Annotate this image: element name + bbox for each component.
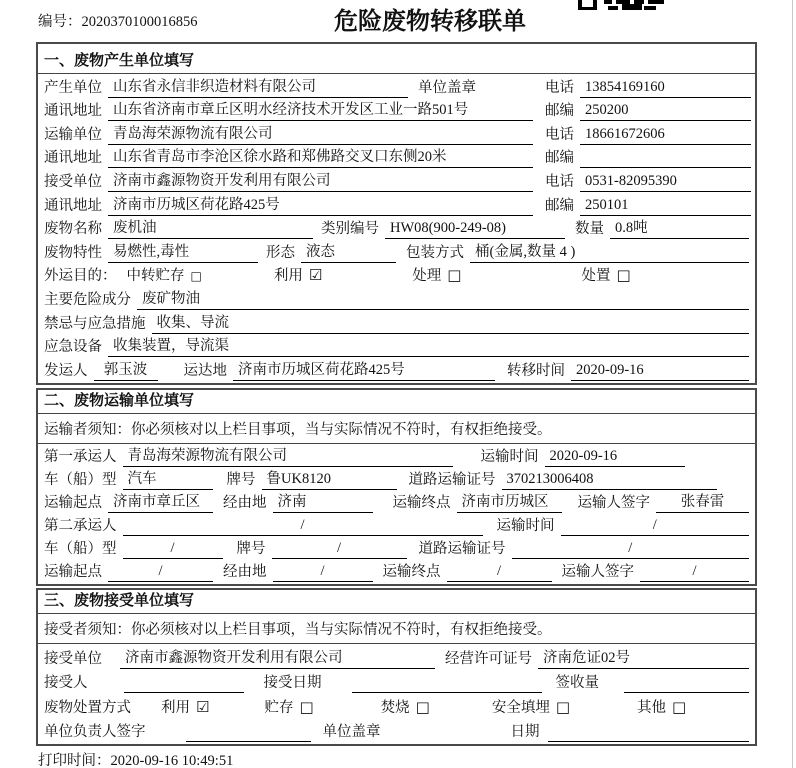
head-signature-field (186, 725, 311, 742)
via2-field: / (273, 563, 373, 582)
section-transport (36, 388, 757, 586)
row-receive-address (38, 192, 755, 216)
sign-quantity-field (624, 676, 749, 693)
accept-unit-field: 济南市鑫源物资开发利用有限公司 (120, 646, 435, 669)
checkbox-unchecked-icon: □ (415, 697, 430, 716)
transport-phone-field: 18661672606 (580, 126, 751, 145)
checkbox-unchecked-icon: □ (299, 697, 314, 716)
vehicle-type2-field: / (123, 540, 223, 559)
section-producer (36, 42, 757, 385)
transport-unit-field: 青岛海荣源物流有限公司 (108, 122, 533, 145)
disposal-method-label: 废物处置方式 (44, 699, 131, 716)
unit-seal-label: 单位盖章 (418, 79, 476, 96)
via1-field: 济南 (273, 490, 373, 513)
quantity-label: 数量 (575, 221, 604, 238)
checkbox-unchecked-icon: □ (616, 266, 631, 285)
waste-name-field: 废机油 (108, 216, 313, 239)
purpose-option-storage (127, 264, 202, 286)
receiver-notice: 接受者须知：你必须核对以上栏目事项，当与实际情况不符时，有权拒绝接受。 (38, 614, 755, 644)
disposal-option-other (637, 696, 686, 718)
quantity-field: 0.8吨 (610, 216, 749, 239)
transport-notice: 运输者须知：你必须核对以上栏目事项，当与实际情况不符时，有权拒绝接受。 (38, 414, 755, 444)
receive-zip-field: 250101 (580, 197, 751, 216)
purpose-option-use (274, 264, 322, 286)
hazard-component-field: 废矿物油 (137, 287, 749, 310)
destination-field: 济南市历城区荷花路425号 (233, 358, 495, 381)
row-vehicle1 (38, 467, 755, 490)
accept-date-label: 接受日期 (263, 675, 322, 691)
waste-trait-field: 易燃性,毒性 (108, 240, 258, 263)
serial-label: 编号： (38, 14, 82, 30)
receive-phone-field: 0531-82095390 (580, 173, 751, 192)
shipper-label: 发运人 (44, 362, 88, 379)
section-receiver (36, 588, 757, 746)
section-receiver-title: 三、废物接受单位填写 (38, 590, 755, 614)
date-label: 日期 (510, 724, 540, 740)
emergency-equipment-label: 应急设备 (44, 339, 102, 356)
waste-trait-label: 废物特性 (44, 244, 102, 261)
serial-value: 2020370100016856 (81, 14, 198, 30)
taboo-measures-field: 收集、导流 (152, 311, 750, 334)
page-title: 危险废物转移联单 (334, 9, 526, 35)
sign1-field: 张春雷 (656, 490, 749, 513)
sign2-label: 运输人签字 (561, 564, 634, 580)
transport-phone-group (545, 123, 751, 145)
shipper-field: 郭玉波 (94, 358, 158, 381)
receive-zip-label: 邮编 (545, 197, 574, 214)
disposal-store-label: 贮存 (264, 699, 294, 716)
section-producer-title: 一、废物产生单位填写 (38, 44, 755, 74)
head-signature-label: 单位负责人签字 (44, 724, 146, 740)
row-waste-name (38, 216, 755, 240)
row-taboo-measures (38, 310, 755, 334)
via2-label: 经由地 (223, 564, 267, 580)
road-permit2-field: / (512, 540, 750, 559)
waste-name-label: 废物名称 (44, 221, 102, 238)
unit-seal-label2: 单位盖章 (322, 724, 381, 740)
form-field: 液态 (301, 240, 396, 263)
disposal-option-use (161, 696, 209, 718)
vehicle-type2-label: 车（船）型 (44, 541, 117, 557)
second-carrier-label: 第二承运人 (44, 518, 117, 534)
row-producer-address (38, 98, 755, 122)
row-disposal-method (38, 693, 755, 718)
transport-address-label: 通讯地址 (44, 150, 102, 167)
category-code-field: HW08(900-249-08) (385, 220, 565, 239)
row-head-signature (38, 718, 755, 743)
receive-unit-field: 济南市鑫源物资开发利用有限公司 (108, 169, 533, 192)
producer-phone-group (545, 76, 751, 98)
disposal-option-store (264, 696, 313, 718)
producer-zip-group (545, 99, 751, 121)
sign1-label: 运输人签字 (577, 495, 650, 511)
receive-phone-group (545, 170, 751, 192)
row-waste-trait (38, 239, 755, 263)
row-transport-address (38, 145, 755, 169)
row-receive-unit (38, 168, 755, 192)
producer-zip-field: 250200 (580, 102, 751, 121)
producer-unit-label: 产生单位 (44, 79, 102, 96)
transport-time2-field: / (561, 517, 750, 536)
row-emergency-equipment (38, 334, 755, 358)
row-transport-unit (38, 121, 755, 145)
hazard-component-label: 主要危险成分 (44, 291, 131, 308)
road-permit1-field: 370213006408 (502, 471, 717, 490)
row-hazard-component (38, 286, 755, 310)
packing-field: 桶(金属,数量 4 ) (470, 240, 749, 263)
disposal-other-label: 其他 (637, 699, 667, 716)
producer-phone-label: 电话 (545, 79, 574, 96)
transport-time2-label: 运输时间 (496, 518, 555, 534)
disposal-option-landfill (492, 696, 570, 718)
plate1-label: 牌号 (226, 472, 256, 488)
producer-zip-label: 邮编 (545, 103, 574, 120)
checkbox-unchecked-icon: □ (555, 697, 571, 716)
transport-address-field: 山东省青岛市李沧区徐水路和郑佛路交叉口东侧20米 (108, 145, 533, 168)
purpose-option-dispose (581, 264, 630, 286)
section-transport-title: 二、废物运输单位填写 (38, 390, 755, 414)
print-time-label: 打印时间： (38, 753, 111, 768)
road-permit2-label: 道路运输证号 (418, 541, 506, 557)
receive-unit-label: 接受单位 (44, 173, 102, 190)
serial-number-line (38, 10, 198, 31)
row-transfer-purpose (38, 263, 755, 287)
disposal-use-label: 利用 (161, 699, 190, 716)
transport-unit-label: 运输单位 (44, 126, 102, 143)
receive-address-label: 通讯地址 (44, 197, 102, 214)
receive-phone-label: 电话 (545, 173, 574, 190)
transfer-purpose-label: 外运目的： (44, 268, 117, 285)
plate1-field: 鲁UK8120 (262, 467, 397, 490)
origin1-field: 济南市章丘区 (108, 490, 213, 513)
via1-label: 经由地 (223, 495, 267, 511)
emergency-equipment-field: 收集装置，导流渠 (108, 334, 749, 357)
accept-date-field (352, 676, 542, 693)
row-second-carrier (38, 513, 755, 536)
receive-address-field: 济南市历城区荷花路425号 (108, 193, 533, 216)
row-acceptor (38, 669, 755, 694)
producer-phone-field: 13854169160 (580, 79, 751, 98)
end1-label: 运输终点 (392, 495, 451, 511)
checkbox-unchecked-icon: □ (190, 269, 202, 284)
transport-time1-field: 2020-09-16 (545, 448, 685, 467)
category-code-label: 类别编号 (321, 221, 379, 238)
destination-label: 运达地 (183, 362, 227, 379)
road-permit1-label: 道路运输证号 (408, 472, 496, 488)
second-carrier-field: / (123, 517, 483, 536)
qr-code-fragment-icon (578, 0, 666, 11)
origin2-field: / (108, 563, 213, 582)
date-field (548, 725, 750, 742)
end1-field: 济南市历城区 (457, 490, 562, 513)
print-time-line (38, 749, 233, 768)
checkbox-checked-icon: ☑ (308, 266, 323, 285)
disposal-landfill-label: 安全填埋 (491, 699, 550, 716)
row-route1 (38, 490, 755, 513)
purpose-treat-label: 处理 (412, 268, 442, 285)
sign2-field: / (640, 563, 749, 582)
transport-phone-label: 电话 (545, 126, 574, 143)
purpose-use-label: 利用 (273, 268, 303, 285)
row-shipper (38, 357, 755, 381)
row-vehicle2 (38, 536, 755, 559)
acceptor-label: 接受人 (44, 675, 88, 691)
row-first-carrier (38, 444, 755, 467)
producer-address-label: 通讯地址 (44, 103, 102, 120)
disposal-burn-label: 焚烧 (380, 699, 410, 716)
transport-time1-label: 运输时间 (480, 449, 539, 465)
first-carrier-label: 第一承运人 (44, 449, 117, 465)
first-carrier-field: 青岛海荣源物流有限公司 (123, 444, 453, 467)
purpose-option-treat (412, 264, 461, 286)
acceptor-field (124, 676, 244, 693)
purpose-storage-label: 中转贮存 (126, 268, 185, 285)
transport-zip-label: 邮编 (545, 150, 574, 167)
end2-field: / (447, 563, 552, 582)
row-route2 (38, 559, 755, 582)
origin1-label: 运输起点 (44, 495, 102, 511)
checkbox-unchecked-icon: □ (447, 266, 462, 285)
form-label: 形态 (266, 244, 295, 261)
plate2-label: 牌号 (236, 541, 266, 557)
taboo-measures-label: 禁忌与应急措施 (44, 315, 146, 332)
packing-label: 包装方式 (406, 244, 464, 261)
accept-unit-label: 接受单位 (44, 650, 102, 667)
transport-zip-group (545, 146, 751, 168)
origin2-label: 运输起点 (44, 564, 102, 580)
print-time-value: 2020-09-16 10:49:51 (110, 753, 234, 768)
transfer-time-field: 2020-09-16 (571, 362, 749, 381)
license-label: 经营许可证号 (445, 650, 532, 667)
producer-address-field: 山东省济南市章丘区明水经济技术开发区工业一路501号 (108, 98, 533, 121)
checkbox-checked-icon: ☑ (196, 697, 210, 716)
checkbox-unchecked-icon: □ (672, 697, 687, 716)
transfer-time-label: 转移时间 (507, 362, 565, 379)
transport-zip-field (580, 151, 751, 168)
page-edge-line (792, 0, 793, 768)
plate2-field: / (272, 540, 407, 559)
row-accept-unit (38, 644, 755, 669)
producer-unit-field: 山东省永信非织造材料有限公司 (108, 75, 408, 98)
row-producer-unit (38, 74, 755, 98)
receive-zip-group (545, 194, 751, 216)
sign-quantity-label: 签收量 (555, 675, 599, 691)
vehicle-type1-field: 汽车 (123, 467, 213, 490)
vehicle-type1-label: 车（船）型 (44, 472, 117, 488)
end2-label: 运输终点 (382, 564, 441, 580)
disposal-option-burn (381, 696, 430, 718)
purpose-dispose-label: 处置 (581, 268, 611, 285)
license-field: 济南危证02号 (538, 646, 749, 669)
